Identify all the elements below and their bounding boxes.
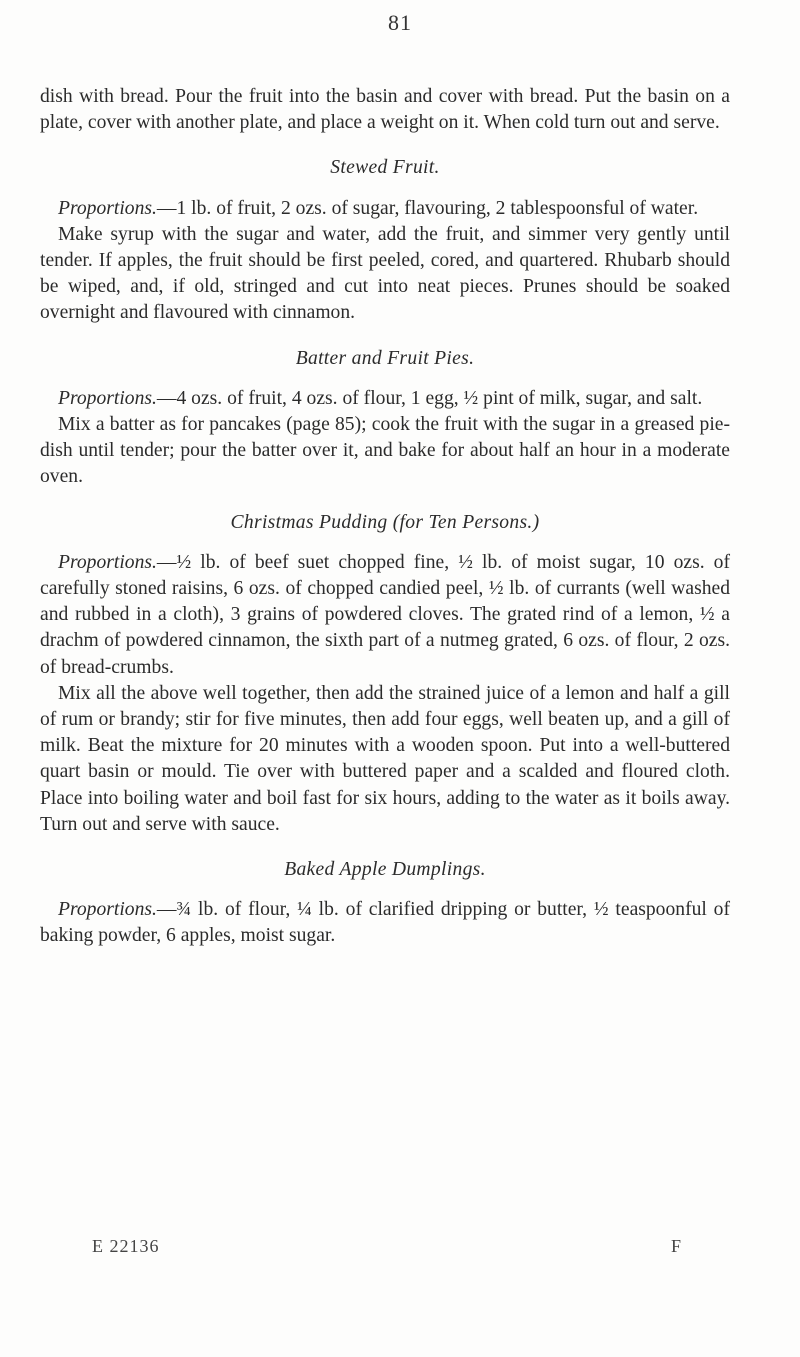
signature-mark-left: E 22136 (92, 1236, 160, 1256)
proportions-stewed-fruit (40, 196, 730, 222)
heading-batter-fruit-pies: Batter and Fruit Pies. (295, 347, 475, 369)
intro-paragraph: dish with bread. Pour the fruit into the basin and cover with bread. Put the basin on a plate, cover with another plate, and place a weight on it. When cold turn out and serve. (40, 86, 730, 134)
signature-mark-right: F (671, 1236, 682, 1256)
proportions-text: —4 ozs. of fruit, 4 ozs. of flour, 1 egg, ½ pint of milk, sugar, and salt. (156, 387, 703, 409)
heading-baked-apple-dumplings: Baked Apple Dumplings. (284, 859, 486, 881)
proportions-baked-apple-dumplings (40, 897, 730, 949)
proportions-text: —¾ lb. of flour, ¼ lb. of clarified dripping or butter, ½ teaspoonful of baking powder, 6 apples, moist sugar. (40, 899, 730, 947)
method-christmas-pudding: Mix all the above well together, then add the strained juice of a lemon and half a gill of rum or brandy; stir for five minutes, then add four eggs, well beaten up, and a gill of milk. Beat the mixture for 20 minutes with a wooden spoon. Put into a well-buttered quart basin or mould. Tie over with buttered paper and a scalded and floured cloth. Place into boiling water and boil fast for six hours, adding to the water as it boils away. Turn out and serve with sauce. (40, 682, 730, 835)
page-body (40, 84, 730, 950)
proportions-label: Proportions. (58, 899, 157, 921)
proportions-batter-fruit-pies (40, 386, 730, 412)
proportions-label: Proportions. (58, 387, 157, 409)
page-number: 81 (388, 10, 412, 35)
proportions-text: —1 lb. of fruit, 2 ozs. of sugar, flavouring, 2 tablespoonsful of water. (156, 197, 699, 219)
proportions-text: —½ lb. of beef suet chopped fine, ½ lb. of moist sugar, 10 ozs. of carefully stoned raisins, 6 ozs. of chopped candied peel, ½ lb. of currants (well washed and rubbed in a cloth), 3 grains of powdered cloves. The grated rind of a lemon, ½ a drachm of powdered cinnamon, the sixth part of a nutmeg grated, 6 ozs. of flour, 2 ozs. of bread-crumbs. (40, 551, 730, 678)
heading-stewed-fruit: Stewed Fruit. (330, 157, 440, 179)
heading-christmas-pudding: Christmas Pudding (for Ten Persons.) (230, 511, 540, 533)
proportions-christmas-pudding (40, 550, 730, 681)
proportions-label: Proportions. (58, 197, 157, 219)
method-stewed-fruit: Make syrup with the sugar and water, add the fruit, and simmer very gently until tender. If apples, the fruit should be first peeled, cored, and quartered. Rhubarb should be wiped, and, if old, stringed and cut into neat pieces. Prunes should be soaked overnight and flavoured with cinnamon. (40, 223, 730, 324)
method-batter-fruit-pies: Mix a batter as for pancakes (page 85); cook the fruit with the sugar in a greased pie-dish until tender; pour the batter over it, and bake for about half an hour in a moderate oven. (40, 414, 730, 488)
proportions-label: Proportions. (58, 551, 157, 573)
printer-signature-line (0, 1236, 800, 1260)
